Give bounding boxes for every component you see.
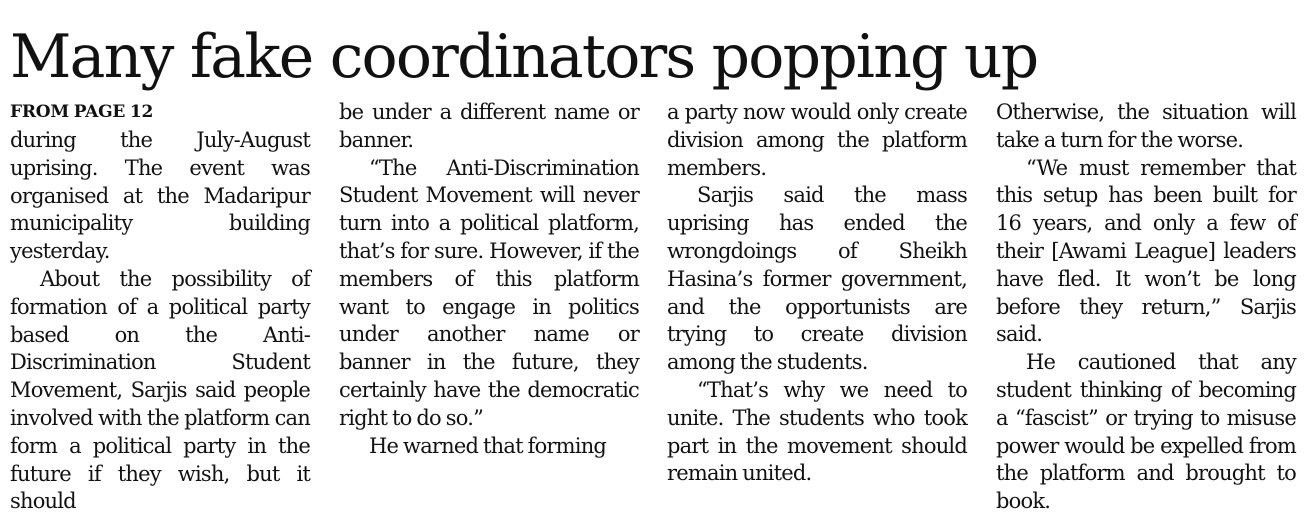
article-column-3 bbox=[667, 99, 967, 488]
article-column-4 bbox=[996, 99, 1296, 516]
paragraph: Otherwise, the situation will take a turn for the worse. bbox=[996, 100, 1296, 152]
paragraph: be under a different name or banner. bbox=[339, 100, 639, 152]
article-column-2 bbox=[339, 99, 639, 460]
headline: Many fake coordinators popping up bbox=[10, 22, 1038, 92]
paragraph: “We must remember that this setup has been built for 16 years, and only a few of their [Awami League] leaders have fled. It won’t be long before they return,” Sarjis said. bbox=[996, 155, 1296, 347]
paragraph: Sarjis said the mass uprising has ended the wrongdoings of Sheikh Hasina’s former government, and the opportunists are trying to create division among the students. bbox=[667, 183, 967, 375]
paragraph: He warned that forming bbox=[369, 433, 607, 458]
continuation-kicker: FROM PAGE 12 bbox=[10, 102, 154, 122]
paragraph: “The Anti-Discrimination Student Movement will never turn into a political platform, that’s for sure. However, if the members of this platform want to engage in politics under another name or banner in the future, they certainly have the democratic right to do so.” bbox=[339, 155, 639, 430]
paragraph: a party now would only create division among the platform members. bbox=[667, 100, 967, 180]
paragraph: “That’s why we need to unite. The students who took part in the movement should remain united. bbox=[667, 377, 967, 486]
paragraph: during the July-August uprising. The event was organised at the Madaripur municipality building yesterday. bbox=[10, 128, 310, 264]
paragraph: About the possibility of formation of a political party based on the Anti-Discrimination Student Movement, Sarjis said people involved with the platform can form a political party in the future if they wish, but it should bbox=[10, 266, 310, 514]
article-column-1 bbox=[10, 99, 310, 516]
paragraph: He cautioned that any student thinking of becoming a “fascist” or trying to misuse power would be expelled from the platform and brought to book. bbox=[996, 350, 1296, 514]
